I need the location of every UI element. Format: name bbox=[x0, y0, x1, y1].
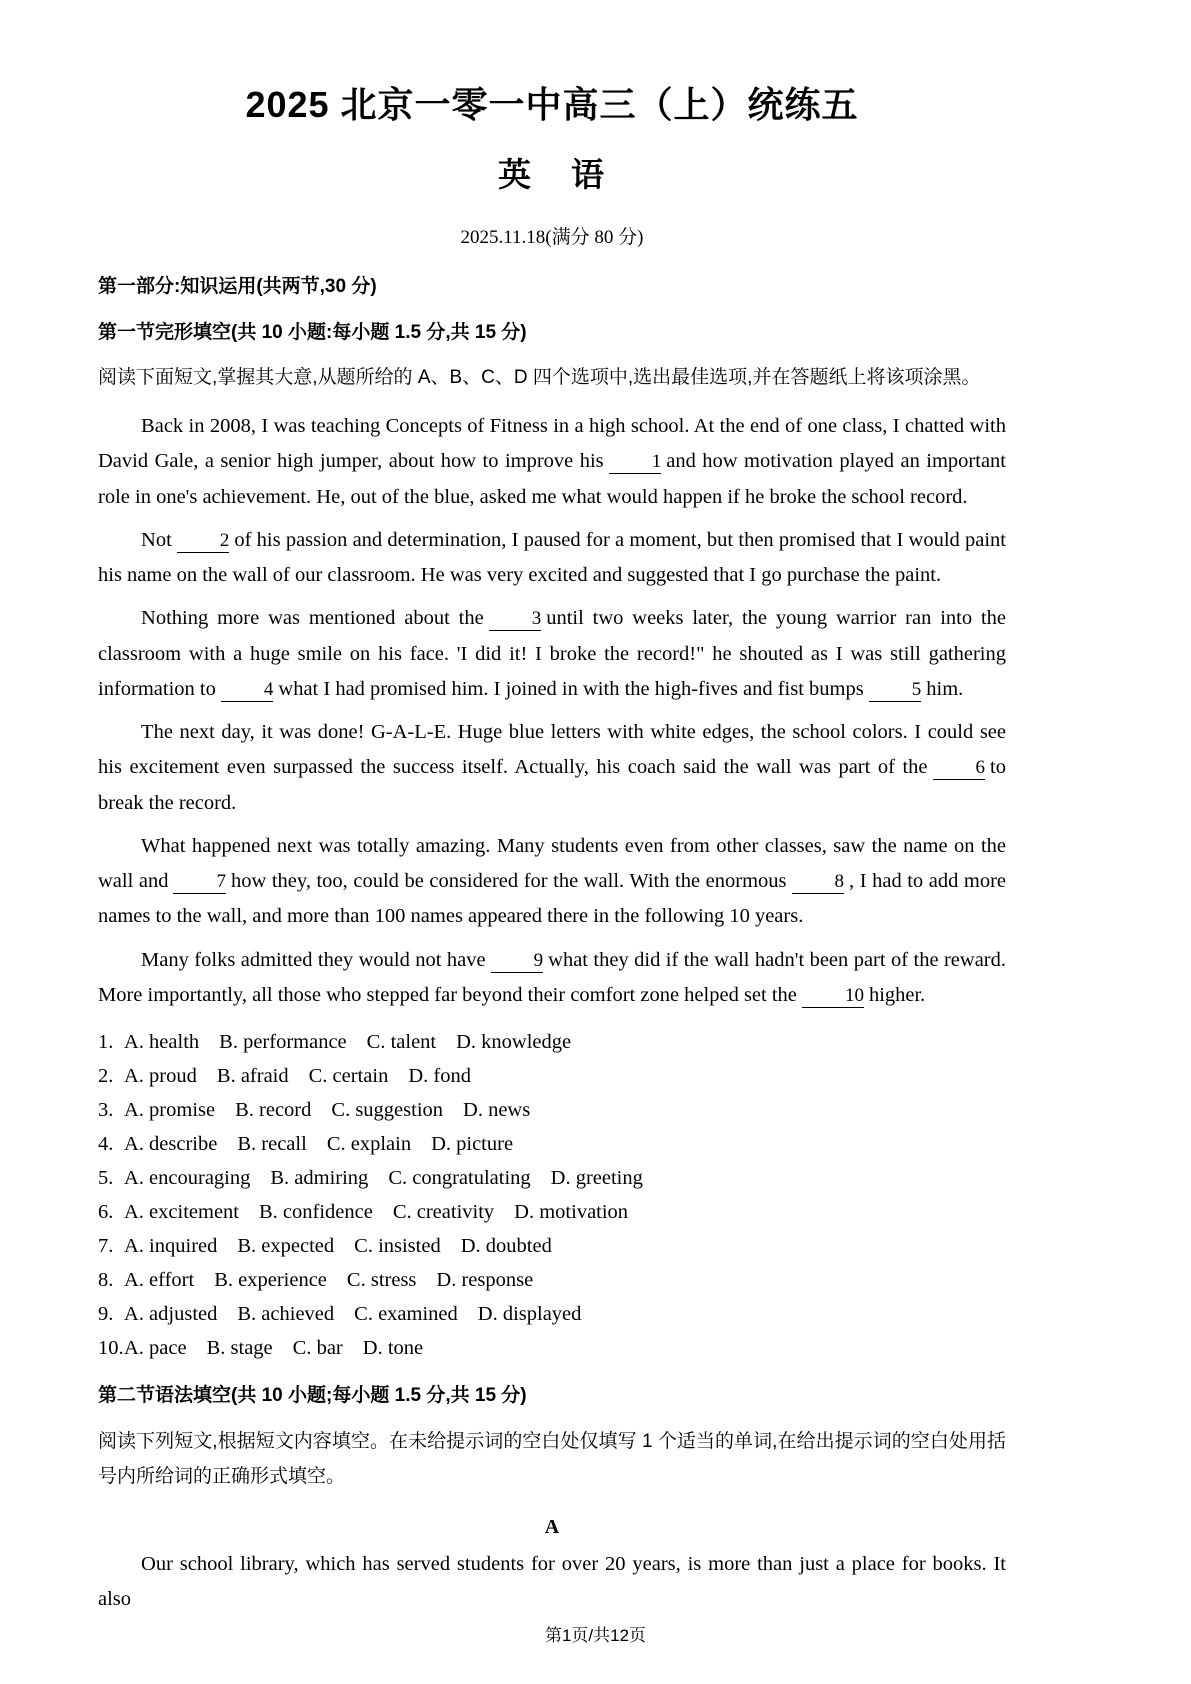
cloze-blank-7: 7 bbox=[173, 872, 226, 894]
option-c[interactable]: C. talent bbox=[366, 1031, 437, 1054]
option-d[interactable]: D. news bbox=[463, 1099, 531, 1122]
option-a[interactable]: A. pace bbox=[124, 1337, 187, 1360]
option-c[interactable]: C. insisted bbox=[354, 1235, 441, 1258]
option-b[interactable]: B. achieved bbox=[237, 1303, 335, 1326]
option-d[interactable]: D. displayed bbox=[477, 1303, 582, 1326]
section-one-instruction: 阅读下面短文,掌握其大意,从题所给的 A、B、C、D 四个选项中,选出最佳选项,并在答题纸上将该项涂黑。 bbox=[98, 367, 981, 388]
option-c[interactable]: C. examined bbox=[354, 1303, 458, 1326]
option-a[interactable]: A. adjusted bbox=[124, 1303, 218, 1326]
question-number: 4. bbox=[98, 1133, 114, 1156]
passage-a-label: A bbox=[544, 1516, 560, 1539]
subject-char-right: 语 bbox=[571, 156, 606, 193]
option-d[interactable]: D. tone bbox=[362, 1337, 424, 1360]
passage-a-paragraph: Our school library, which has served students for over 20 years, is more than just a place for books. It also bbox=[98, 1553, 1006, 1611]
option-c[interactable]: C. congratulating bbox=[388, 1167, 531, 1190]
paragraph-text: Many folks admitted they would not have bbox=[141, 948, 486, 971]
option-d[interactable]: D. doubted bbox=[460, 1235, 552, 1258]
option-d[interactable]: D. motivation bbox=[514, 1201, 629, 1224]
cloze-blank-6: 6 bbox=[933, 758, 986, 780]
page-footer: 第1页/共12页 bbox=[544, 1626, 647, 1645]
question-number: 5. bbox=[98, 1167, 114, 1190]
paragraph-text: , I had to add more names to the wall, and more than 100 names appeared there in the following 10 years. bbox=[98, 870, 1007, 928]
paragraph-text: and how motivation played an important role in one's achievement. He, out of the blue, asked me what would happen if he broke the school record. bbox=[98, 450, 1006, 508]
option-a[interactable]: A. excitement bbox=[124, 1201, 239, 1224]
option-a[interactable]: A. promise bbox=[124, 1099, 216, 1122]
option-b[interactable]: B. stage bbox=[206, 1337, 273, 1360]
option-c[interactable]: C. bar bbox=[292, 1337, 343, 1360]
passage-paragraph bbox=[98, 409, 1006, 515]
paragraph-text: Not bbox=[141, 528, 172, 551]
section-two-instruction: 阅读下列短文,根据短文内容填空。在未给提示词的空白处仅填写 1 个适当的单词,在给出提示词的空白处用括号内所给词的正确形式填空。 bbox=[98, 1430, 1006, 1487]
subject-title bbox=[98, 149, 1006, 196]
question-number: 3. bbox=[98, 1099, 114, 1122]
cloze-blank-5: 5 bbox=[869, 680, 922, 702]
question-number: 2. bbox=[98, 1065, 114, 1088]
option-b[interactable]: B. performance bbox=[219, 1031, 347, 1054]
option-b[interactable]: B. recall bbox=[237, 1133, 307, 1156]
option-b[interactable]: B. afraid bbox=[216, 1065, 289, 1088]
option-d[interactable]: D. picture bbox=[431, 1133, 514, 1156]
passage-paragraph bbox=[98, 715, 1006, 821]
cloze-blank-10: 10 bbox=[802, 986, 864, 1008]
option-c[interactable]: C. suggestion bbox=[331, 1099, 444, 1122]
question-row bbox=[98, 1161, 1006, 1195]
question-row bbox=[98, 1297, 1006, 1331]
paragraph-text: what they did if the wall hadn't been part of the reward. More importantly, all those who stepped far beyond their comfort zone helped set the bbox=[98, 948, 1006, 1006]
subject-char-left: 英 bbox=[498, 156, 533, 193]
question-number: 10. bbox=[98, 1337, 124, 1360]
exam-date-score: 2025.11.18(满分 80 分) bbox=[460, 227, 644, 248]
option-b[interactable]: B. confidence bbox=[258, 1201, 373, 1224]
paragraph-text: him. bbox=[926, 677, 964, 700]
question-number: 8. bbox=[98, 1269, 114, 1292]
cloze-blank-4: 4 bbox=[221, 680, 274, 702]
option-c[interactable]: C. certain bbox=[308, 1065, 389, 1088]
option-b[interactable]: B. experience bbox=[214, 1269, 327, 1292]
paragraph-text: higher. bbox=[868, 983, 926, 1006]
question-row bbox=[98, 1195, 1006, 1229]
section-two-heading: 第二节语法填空(共 10 小题;每小题 1.5 分,共 15 分) bbox=[98, 1385, 527, 1407]
option-a[interactable]: A. inquired bbox=[124, 1235, 218, 1258]
option-d[interactable]: D. response bbox=[436, 1269, 534, 1292]
question-row bbox=[98, 1229, 1006, 1263]
cloze-blank-9: 9 bbox=[491, 951, 544, 973]
passage-paragraph bbox=[98, 523, 1006, 594]
option-a[interactable]: A. encouraging bbox=[124, 1167, 251, 1190]
paragraph-text: how they, too, could be considered for the wall. With the enormous bbox=[231, 870, 787, 893]
paragraph-text: to break the record. bbox=[98, 756, 1006, 814]
page-content bbox=[98, 0, 1006, 1618]
paragraph-text: until two weeks later, the young warrior ran into the classroom with a huge smile on his face. 'I did it! I broke the record!" he shouted as I was still gathering information to bbox=[98, 607, 1006, 700]
option-b[interactable]: B. admiring bbox=[270, 1167, 369, 1190]
question-number: 6. bbox=[98, 1201, 114, 1224]
option-a[interactable]: A. effort bbox=[124, 1269, 195, 1292]
page-title: 2025 北京一零一中高三（上）统练五 bbox=[245, 84, 859, 125]
cloze-blank-3: 3 bbox=[489, 609, 542, 631]
paragraph-text: What happened next was totally amazing. Many students even from other classes, saw the name on the wall and bbox=[98, 834, 1006, 893]
option-b[interactable]: B. record bbox=[235, 1099, 312, 1122]
question-number: 9. bbox=[98, 1303, 114, 1326]
paragraph-text: of his passion and determination, I paused for a moment, but then promised that I would paint his name on the wall of our classroom. He was very excited and suggested that I go purchase the paint. bbox=[98, 528, 1006, 587]
option-a[interactable]: A. describe bbox=[124, 1133, 218, 1156]
option-c[interactable]: C. explain bbox=[326, 1133, 412, 1156]
question-row bbox=[98, 1263, 1006, 1297]
paragraph-text: Back in 2008, I was teaching Concepts of Fitness in a high school. At the end of one class, I chatted with David Gale, a senior high jumper, about how to improve his bbox=[98, 415, 1006, 473]
passage-paragraph bbox=[98, 601, 1006, 707]
question-number: 7. bbox=[98, 1235, 114, 1258]
part-one-heading: 第一部分:知识运用(共两节,30 分) bbox=[98, 276, 377, 297]
option-d[interactable]: D. knowledge bbox=[456, 1031, 572, 1054]
question-row bbox=[98, 1025, 1006, 1059]
question-row bbox=[98, 1127, 1006, 1161]
section-one-heading: 第一节完形填空(共 10 小题:每小题 1.5 分,共 15 分) bbox=[98, 321, 527, 343]
cloze-blank-8: 8 bbox=[792, 872, 845, 894]
option-d[interactable]: D. fond bbox=[408, 1065, 471, 1088]
question-number: 1. bbox=[98, 1031, 114, 1054]
cloze-blank-2: 2 bbox=[177, 531, 230, 553]
option-a[interactable]: A. proud bbox=[124, 1065, 197, 1088]
option-c[interactable]: C. creativity bbox=[392, 1201, 495, 1224]
cloze-blank-1: 1 bbox=[609, 452, 662, 474]
paragraph-text: Nothing more was mentioned about the bbox=[141, 607, 484, 630]
paragraph-text: what I had promised him. I joined in with the high-fives and fist bumps bbox=[278, 677, 864, 700]
option-b[interactable]: B. expected bbox=[237, 1235, 335, 1258]
question-row bbox=[98, 1093, 1006, 1127]
passage-paragraph bbox=[98, 943, 1006, 1014]
question-row bbox=[98, 1331, 1006, 1365]
paragraph-text: The next day, it was done! G-A-L-E. Huge blue letters with white edges, the school colors. I could see his excitement even surpassed the success itself. Actually, his coach said the wall was part of the bbox=[98, 721, 1006, 779]
passage-paragraph bbox=[98, 829, 1006, 935]
option-d[interactable]: D. greeting bbox=[550, 1167, 643, 1190]
option-c[interactable]: C. stress bbox=[346, 1269, 417, 1292]
option-a[interactable]: A. health bbox=[124, 1031, 200, 1054]
question-options-list bbox=[98, 1025, 1006, 1365]
question-row bbox=[98, 1059, 1006, 1093]
